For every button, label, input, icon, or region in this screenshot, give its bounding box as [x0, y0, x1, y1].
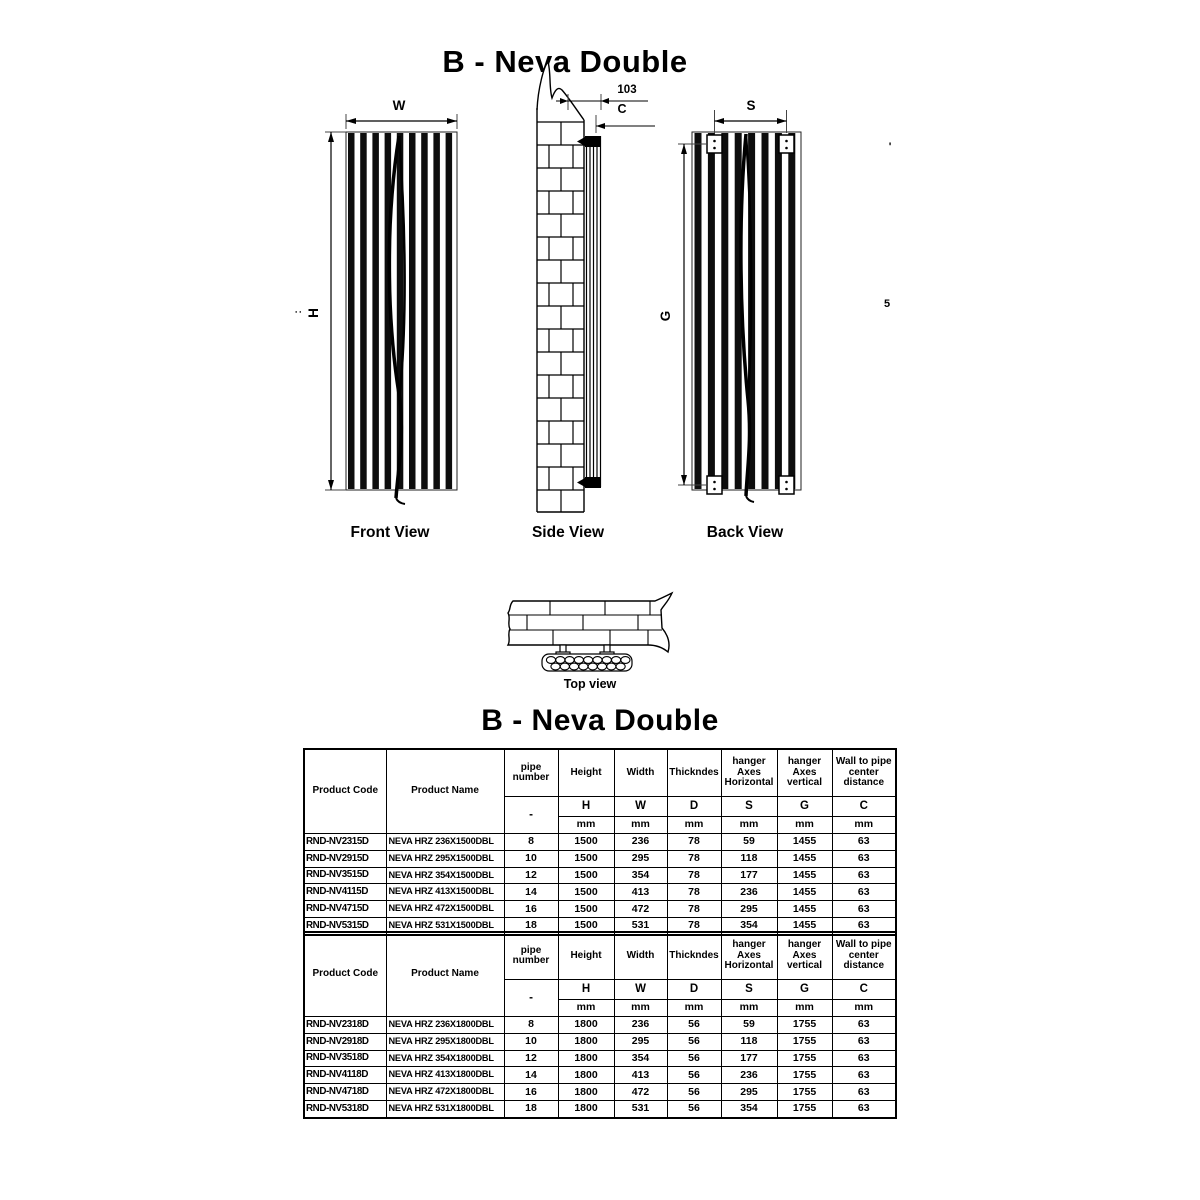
table-cell: RND-NV4115D [304, 884, 386, 901]
col-header-product-name: Product Name [386, 749, 504, 834]
table-cell: 118 [721, 1033, 777, 1050]
col-header-hanger-vertical: hanger Axes vertical [777, 932, 832, 980]
table-cell: 354 [721, 917, 777, 934]
table-cell: 78 [667, 884, 721, 901]
table-cell: NEVA HRZ 413X1500DBL [386, 884, 504, 901]
table-cell: 8 [504, 834, 558, 851]
table-cell: 413 [614, 1067, 667, 1084]
dim-label-s: S [746, 98, 756, 113]
table-cell: 177 [721, 867, 777, 884]
table-row [304, 1067, 896, 1084]
top-view-label: Top view [563, 677, 617, 691]
table-cell: 236 [721, 884, 777, 901]
table-cell: NEVA HRZ 236X1800DBL [386, 1017, 504, 1034]
table-cell: 59 [721, 834, 777, 851]
table-cell: 78 [667, 834, 721, 851]
symbol-s: S [721, 797, 777, 817]
table-cell: 1455 [777, 850, 832, 867]
table-cell: 63 [832, 1033, 896, 1050]
table-cell: NEVA HRZ 295X1500DBL [386, 850, 504, 867]
table-cell: 354 [614, 1050, 667, 1067]
symbol-dash: - [504, 797, 558, 834]
unit-mm: mm [667, 1000, 721, 1017]
table-cell: 1455 [777, 901, 832, 918]
table-cell: 63 [832, 1084, 896, 1101]
table-cell: 472 [614, 901, 667, 918]
unit-mm: mm [614, 1000, 667, 1017]
col-header-product-code: Product Code [304, 932, 386, 1017]
table-cell: NEVA HRZ 354X1800DBL [386, 1050, 504, 1067]
table-cell: 1800 [558, 1100, 614, 1117]
table-cell: 63 [832, 917, 896, 934]
page-title: B - Neva Double [442, 44, 688, 79]
unit-mm: mm [721, 817, 777, 834]
table-cell: 413 [614, 884, 667, 901]
table-cell: 63 [832, 867, 896, 884]
col-header-thickness: Thickndes [667, 932, 721, 980]
unit-mm: mm [832, 817, 896, 834]
table-cell: RND-NV3518D [304, 1050, 386, 1067]
table-cell: NEVA HRZ 531X1500DBL [386, 917, 504, 934]
table-cell: 18 [504, 917, 558, 934]
side-hanger-top [585, 136, 601, 147]
col-header-pipe-number: pipe number [504, 749, 558, 797]
table-cell: 56 [667, 1033, 721, 1050]
table-cell: RND-NV5318D [304, 1100, 386, 1117]
table-cell: 1455 [777, 917, 832, 934]
spec-table-1800-body [304, 1017, 896, 1118]
col-header-width: Width [614, 749, 667, 797]
col-header-product-name: Product Name [386, 932, 504, 1017]
table-cell: 63 [832, 850, 896, 867]
side-hanger-bottom [585, 477, 601, 488]
table-cell: RND-NV4715D [304, 901, 386, 918]
table-cell: 78 [667, 850, 721, 867]
symbol-w: W [614, 797, 667, 817]
table-cell: 1500 [558, 834, 614, 851]
table-cell: RND-NV4718D [304, 1084, 386, 1101]
table-cell: NEVA HRZ 472X1800DBL [386, 1084, 504, 1101]
table-cell: 63 [832, 1067, 896, 1084]
unit-mm: mm [558, 1000, 614, 1017]
table-cell: 10 [504, 1033, 558, 1050]
table-cell: 63 [832, 884, 896, 901]
table-cell: 14 [504, 884, 558, 901]
col-header-width: Width [614, 932, 667, 980]
table-cell: 1755 [777, 1084, 832, 1101]
break-mark: : [293, 310, 304, 314]
table-row [304, 834, 896, 851]
table-cell: 56 [667, 1084, 721, 1101]
table-cell: 1755 [777, 1017, 832, 1034]
front-view-label: Front View [350, 524, 430, 541]
symbol-s: S [721, 980, 777, 1000]
table-cell: RND-NV2318D [304, 1017, 386, 1034]
table-cell: 1800 [558, 1050, 614, 1067]
symbol-h: H [558, 980, 614, 1000]
table-cell: 1455 [777, 834, 832, 851]
col-header-hanger-horizontal: hanger Axes Horizontal [721, 749, 777, 797]
table-row [304, 867, 896, 884]
table-cell: 531 [614, 1100, 667, 1117]
spec-table-1800 [303, 931, 897, 1119]
table-cell: 1500 [558, 901, 614, 918]
table-cell: 12 [504, 1050, 558, 1067]
table-cell: RND-NV2918D [304, 1033, 386, 1050]
back-view-label: Back View [706, 524, 784, 541]
table-cell: 16 [504, 901, 558, 918]
col-header-hanger-vertical: hanger Axes vertical [777, 749, 832, 797]
table-cell: 1800 [558, 1084, 614, 1101]
table-cell: 118 [721, 850, 777, 867]
col-header-hanger-horizontal: hanger Axes Horizontal [721, 932, 777, 980]
table-cell: NEVA HRZ 413X1800DBL [386, 1067, 504, 1084]
table-cell: 16 [504, 1084, 558, 1101]
table-cell: 531 [614, 917, 667, 934]
col-header-height: Height [558, 749, 614, 797]
table-cell: 295 [721, 1084, 777, 1101]
table-cell: 236 [614, 1017, 667, 1034]
technical-drawing [280, 60, 940, 705]
front-view-drawing [293, 98, 457, 504]
table-cell: 63 [832, 901, 896, 918]
table-cell: 14 [504, 1067, 558, 1084]
table-cell: 1755 [777, 1033, 832, 1050]
table-cell: 1455 [777, 884, 832, 901]
symbol-g: G [777, 980, 832, 1000]
dim-label-g: G [658, 310, 673, 322]
table-cell: 472 [614, 1084, 667, 1101]
symbol-d: D [667, 797, 721, 817]
table-row [304, 850, 896, 867]
dim-label-w: W [392, 98, 406, 113]
dim-label-103: 103 [617, 84, 637, 96]
col-header-wall-to-pipe: Wall to pipe center distance [832, 932, 896, 980]
symbol-h: H [558, 797, 614, 817]
unit-mm: mm [721, 1000, 777, 1017]
table-cell: NEVA HRZ 531X1800DBL [386, 1100, 504, 1117]
spec-table-1500-body [304, 834, 896, 935]
table-row [304, 1017, 896, 1034]
top-view-drawing [508, 593, 672, 671]
table-cell: RND-NV2315D [304, 834, 386, 851]
table-cell: RND-NV2915D [304, 850, 386, 867]
table-cell: RND-NV4118D [304, 1067, 386, 1084]
table-cell: 63 [832, 834, 896, 851]
table-cell: 1800 [558, 1067, 614, 1084]
table-cell: 354 [614, 867, 667, 884]
table-cell: 1500 [558, 917, 614, 934]
table-row [304, 1100, 896, 1117]
table-cell: 1755 [777, 1100, 832, 1117]
col-header-height: Height [558, 932, 614, 980]
unit-mm: mm [614, 817, 667, 834]
table-cell: 1800 [558, 1033, 614, 1050]
table-cell: 78 [667, 901, 721, 918]
table-cell: 78 [667, 867, 721, 884]
table-cell: NEVA HRZ 354X1500DBL [386, 867, 504, 884]
edge-mark-top: ' [888, 141, 892, 153]
table-cell: NEVA HRZ 295X1800DBL [386, 1033, 504, 1050]
edge-mark-bottom: 5 [883, 298, 891, 310]
table-cell: 59 [721, 1017, 777, 1034]
table-cell: 10 [504, 850, 558, 867]
symbol-w: W [614, 980, 667, 1000]
table-cell: 63 [832, 1100, 896, 1117]
wall-break-edge [537, 62, 584, 120]
col-header-wall-to-pipe: Wall to pipe center distance [832, 749, 896, 797]
table-cell: RND-NV3515D [304, 867, 386, 884]
table-row [304, 901, 896, 918]
side-view-label: Side View [531, 524, 605, 541]
table-row [304, 884, 896, 901]
table-cell: 1755 [777, 1067, 832, 1084]
table-cell: 8 [504, 1017, 558, 1034]
table-cell: 295 [614, 850, 667, 867]
back-view-drawing [658, 98, 801, 502]
table-cell: RND-NV5315D [304, 917, 386, 934]
table-cell: 354 [721, 1100, 777, 1117]
spec-table-1500 [303, 748, 897, 936]
unit-mm: mm [667, 817, 721, 834]
side-view-drawing [537, 62, 655, 512]
col-header-thickness: Thickndes [667, 749, 721, 797]
table-cell: 236 [721, 1067, 777, 1084]
table-cell: 63 [832, 1017, 896, 1034]
table-cell: 1800 [558, 1017, 614, 1034]
table-cell: 56 [667, 1017, 721, 1034]
table-cell: 236 [614, 834, 667, 851]
dim-label-h: H [306, 308, 321, 318]
col-header-product-code: Product Code [304, 749, 386, 834]
table-cell: 1500 [558, 867, 614, 884]
symbol-g: G [777, 797, 832, 817]
table-cell: 295 [614, 1033, 667, 1050]
symbol-c: C [832, 980, 896, 1000]
table-row [304, 1084, 896, 1101]
table-cell: 177 [721, 1050, 777, 1067]
table-cell: 295 [721, 901, 777, 918]
table-cell: 56 [667, 1050, 721, 1067]
table-cell: 78 [667, 917, 721, 934]
symbol-c: C [832, 797, 896, 817]
table-cell: 56 [667, 1100, 721, 1117]
table-cell: 1500 [558, 850, 614, 867]
table-cell: NEVA HRZ 472X1500DBL [386, 901, 504, 918]
table-cell: 56 [667, 1067, 721, 1084]
unit-mm: mm [558, 817, 614, 834]
table-row [304, 1033, 896, 1050]
table-cell: NEVA HRZ 236X1500DBL [386, 834, 504, 851]
table-row [304, 1050, 896, 1067]
table-cell: 18 [504, 1100, 558, 1117]
table-cell: 63 [832, 1050, 896, 1067]
dim-label-c: C [617, 102, 627, 116]
table-cell: 1455 [777, 867, 832, 884]
table-cell: 12 [504, 867, 558, 884]
unit-mm: mm [777, 1000, 832, 1017]
unit-mm: mm [832, 1000, 896, 1017]
table-cell: 1755 [777, 1050, 832, 1067]
symbol-dash: - [504, 980, 558, 1017]
table-section-title: B - Neva Double [481, 704, 719, 737]
col-header-pipe-number: pipe number [504, 932, 558, 980]
symbol-d: D [667, 980, 721, 1000]
table-cell: 1500 [558, 884, 614, 901]
unit-mm: mm [777, 817, 832, 834]
